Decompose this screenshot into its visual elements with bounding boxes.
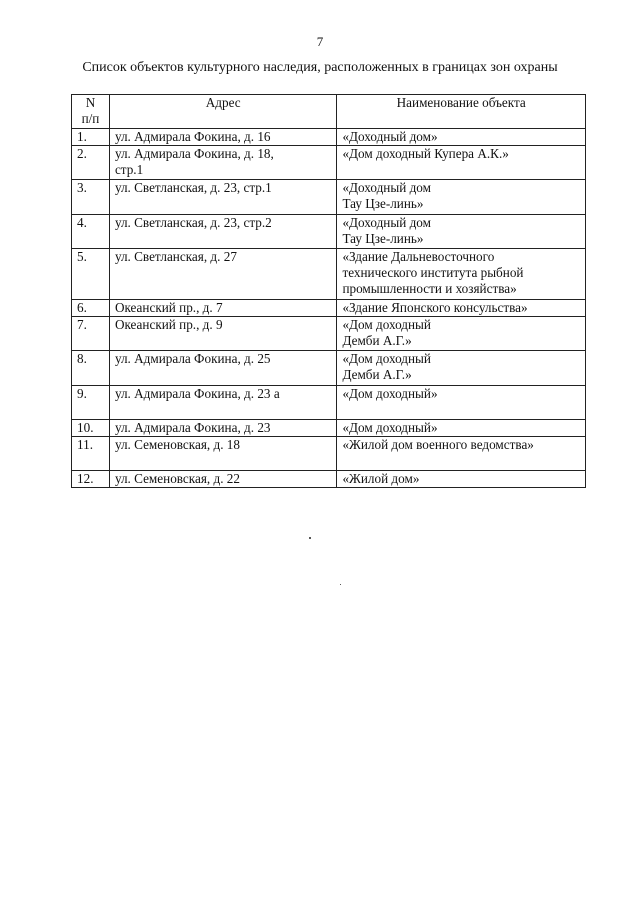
table-row <box>72 180 586 215</box>
table-row <box>72 129 586 146</box>
table-row <box>72 437 586 471</box>
row-address: ул. Светланская, д. 23, стр.1 <box>109 180 337 215</box>
table-row <box>72 317 586 351</box>
row-address: Океанский пр., д. 7 <box>109 300 337 317</box>
row-object-name: «Дом доходный Купера А.К.» <box>337 146 586 180</box>
row-object-name: «Доходный дом» <box>337 129 586 146</box>
row-number: 12. <box>72 471 110 488</box>
row-number: 7. <box>72 317 110 351</box>
row-object-name: «Дом доходный Демби А.Г.» <box>337 351 586 386</box>
row-object-name: «Дом доходный Демби А.Г.» <box>337 317 586 351</box>
row-address: ул. Светланская, д. 23, стр.2 <box>109 215 337 249</box>
page-number: 7 <box>316 34 324 49</box>
scan-speck <box>340 584 341 585</box>
row-number: 8. <box>72 351 110 386</box>
row-object-name: «Дом доходный» <box>337 420 586 437</box>
row-address: Океанский пр., д. 9 <box>109 317 337 351</box>
header-object-name: Наименование объекта <box>337 95 586 129</box>
row-object-name: «Доходный дом Тау Цзе-линь» <box>337 215 586 249</box>
row-address: ул. Адмирала Фокина, д. 23 <box>109 420 337 437</box>
row-object-name: «Дом доходный» <box>337 386 586 420</box>
heritage-objects-table <box>71 94 586 488</box>
row-address: ул. Адмирала Фокина, д. 23 а <box>109 386 337 420</box>
table-row <box>72 386 586 420</box>
row-number: 10. <box>72 420 110 437</box>
table-row <box>72 249 586 300</box>
row-address: ул. Адмирала Фокина, д. 16 <box>109 129 337 146</box>
table-row <box>72 300 586 317</box>
row-number: 5. <box>72 249 110 300</box>
table-row <box>72 420 586 437</box>
row-object-name: «Жилой дом военного ведомства» <box>337 437 586 471</box>
table-row <box>72 471 586 488</box>
row-number: 11. <box>72 437 110 471</box>
table-row <box>72 351 586 386</box>
header-address: Адрес <box>109 95 337 129</box>
table-header-row <box>72 95 586 129</box>
row-address: ул. Светланская, д. 27 <box>109 249 337 300</box>
row-address: ул. Адмирала Фокина, д. 25 <box>109 351 337 386</box>
table-row <box>72 215 586 249</box>
row-number: 2. <box>72 146 110 180</box>
table-row <box>72 146 586 180</box>
row-number: 4. <box>72 215 110 249</box>
row-object-name: «Доходный дом Тау Цзе-линь» <box>337 180 586 215</box>
row-number: 3. <box>72 180 110 215</box>
row-object-name: «Здание Японского консульства» <box>337 300 586 317</box>
row-address: ул. Семеновская, д. 18 <box>109 437 337 471</box>
row-object-name: «Здание Дальневосточного технического института рыбной промышленности и хозяйства» <box>337 249 586 300</box>
row-number: 9. <box>72 386 110 420</box>
scan-speck <box>309 537 311 539</box>
row-number: 1. <box>72 129 110 146</box>
row-object-name: «Жилой дом» <box>337 471 586 488</box>
row-address: ул. Адмирала Фокина, д. 18, стр.1 <box>109 146 337 180</box>
document-heading: Список объектов культурного наследия, расположенных в границах зон охраны <box>82 60 558 75</box>
header-number: N п/п <box>72 95 110 129</box>
row-address: ул. Семеновская, д. 22 <box>109 471 337 488</box>
row-number: 6. <box>72 300 110 317</box>
